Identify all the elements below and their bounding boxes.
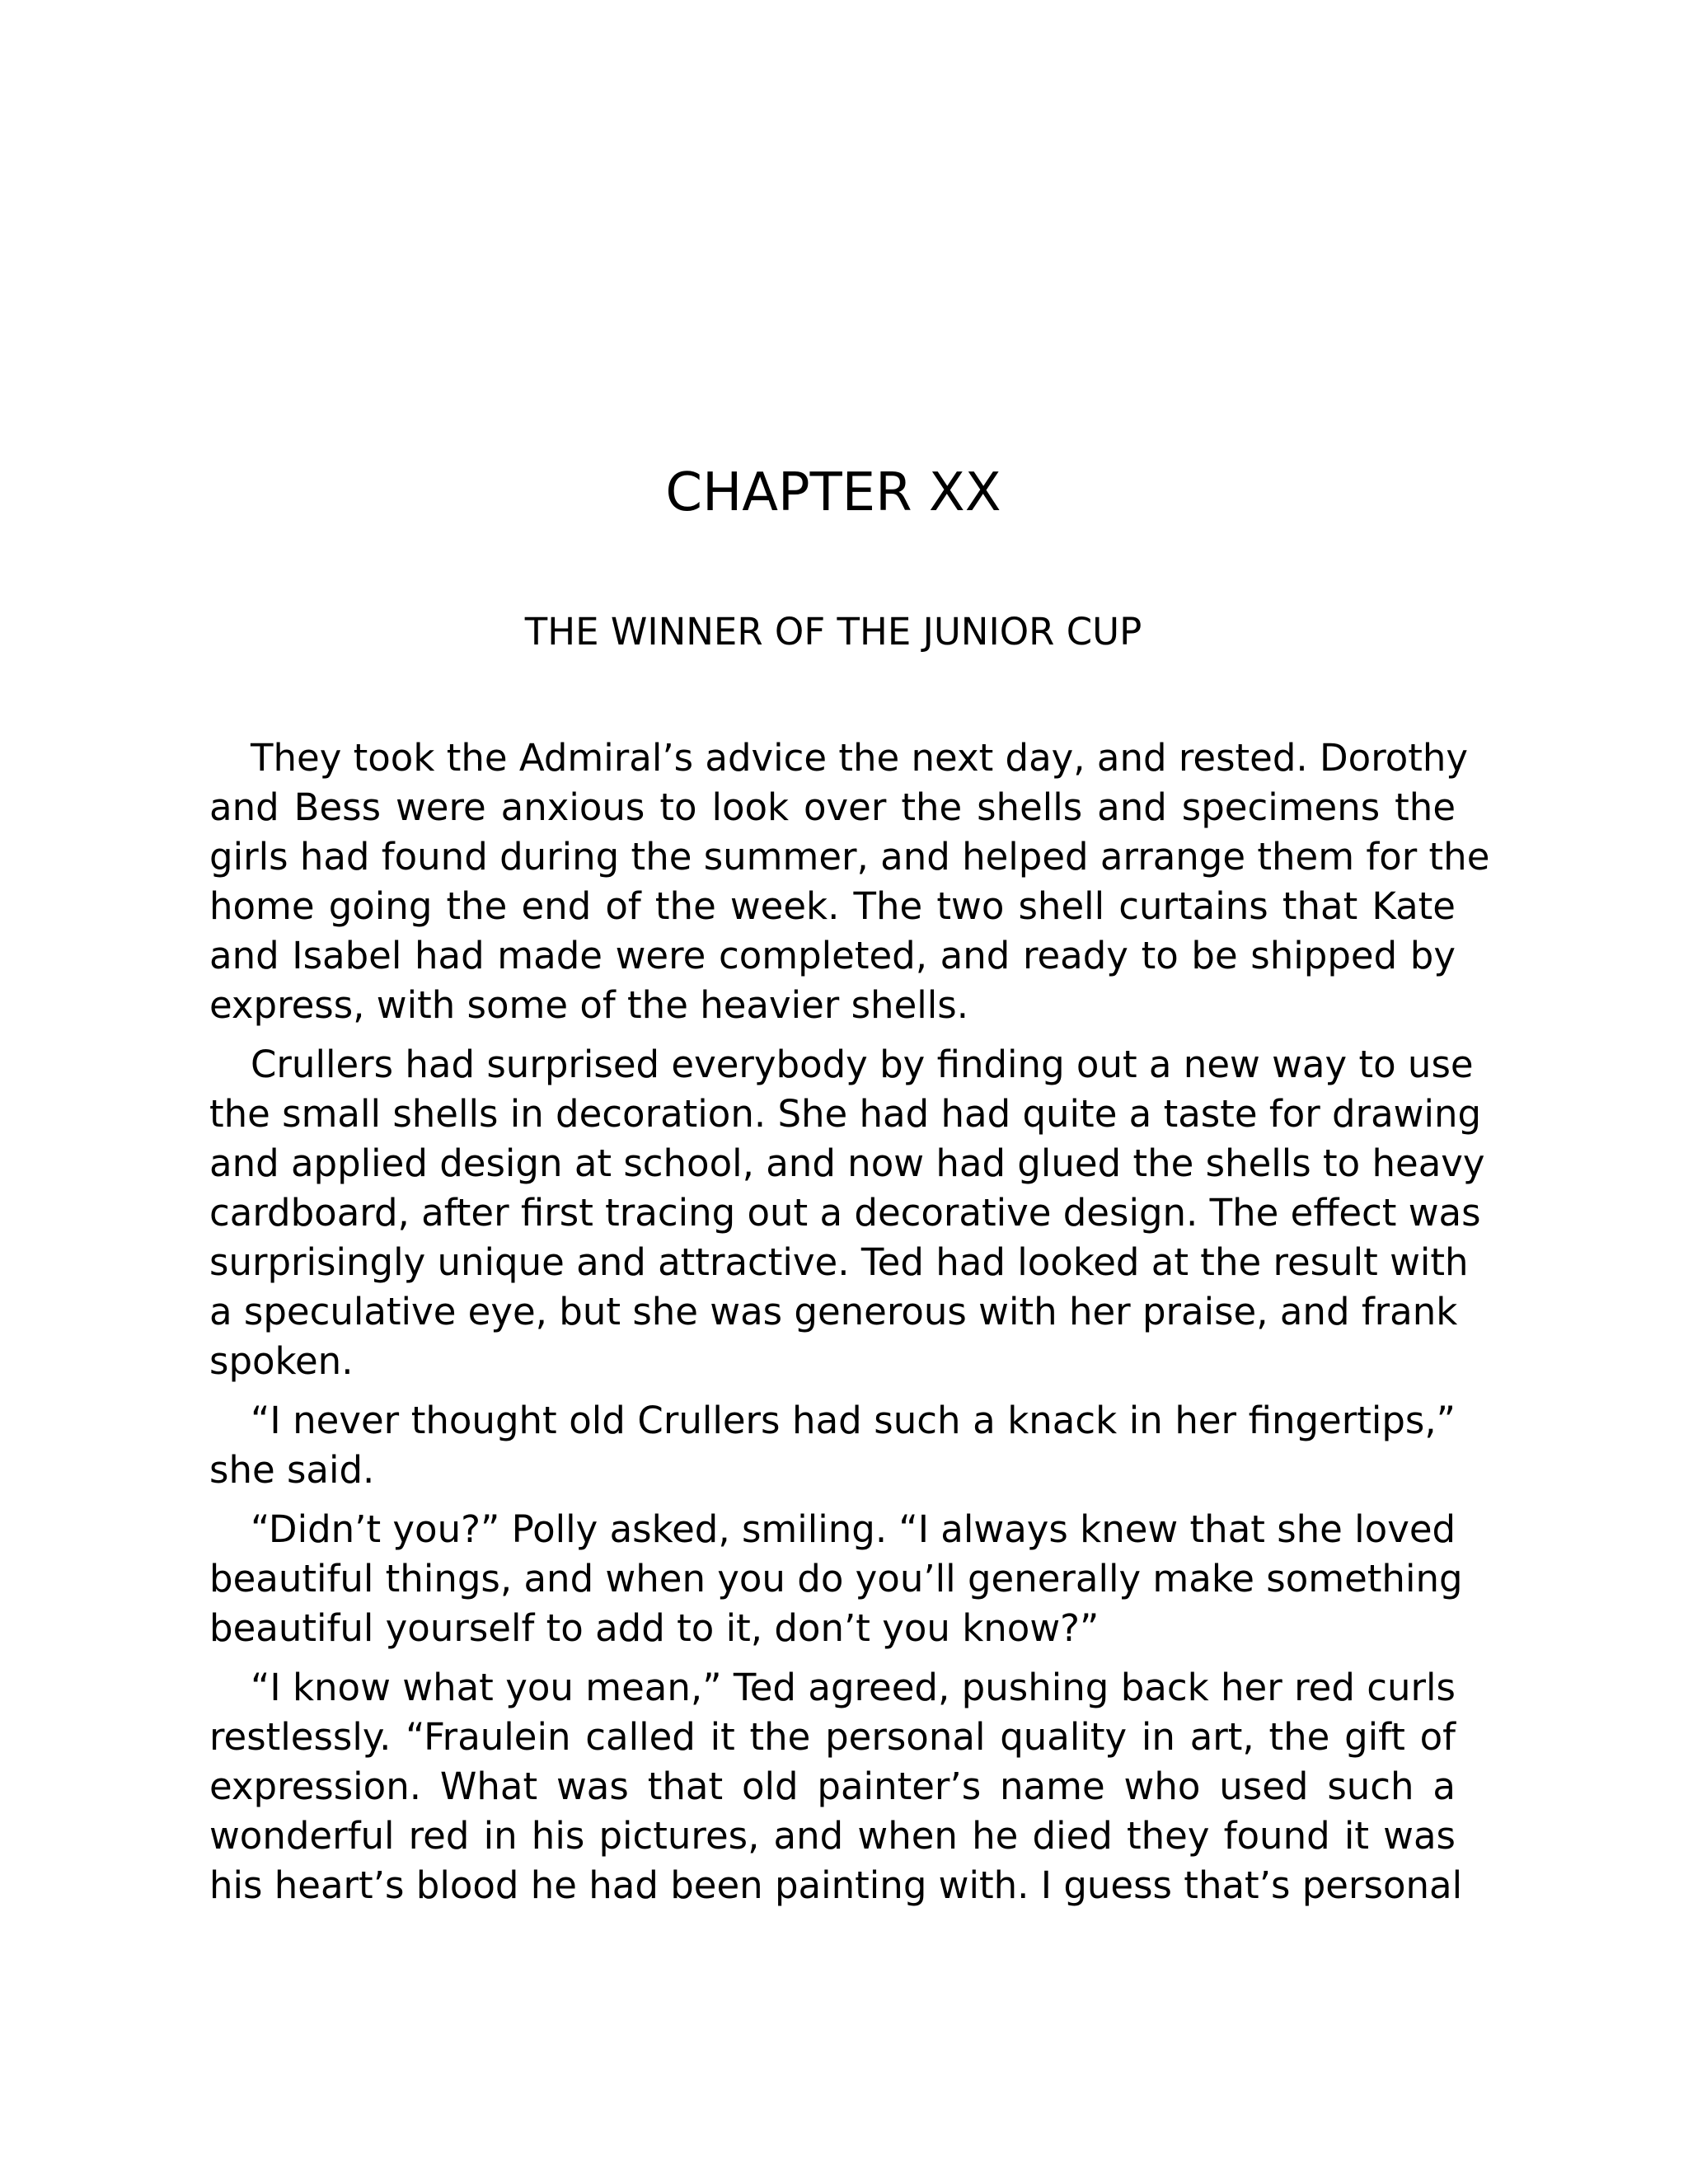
- text-line: surprisingly unique and attractive. Ted had looked at the result with: [209, 1240, 1469, 1284]
- text-line: she said.: [209, 1448, 375, 1492]
- text-line: beautiful things, and when you do you’ll generally make something: [209, 1557, 1463, 1601]
- text-line: and applied design at school, and now had glued the shells to heavy: [209, 1141, 1485, 1185]
- chapter-subtitle: THE WINNER OF THE JUNIOR CUP: [524, 610, 1142, 654]
- text-line: home going the end of the week. The two shell curtains that Kate: [209, 884, 1456, 928]
- text-line: “Didn’t you?” Polly asked, smiling. “I always knew that she loved: [251, 1507, 1456, 1551]
- text-line: and Isabel had made were completed, and ready to be shipped by: [209, 934, 1456, 977]
- paragraph: [209, 1396, 1456, 1495]
- paragraph: [209, 1505, 1463, 1653]
- text-line: cardboard, after first tracing out a decorative design. The effect was: [209, 1191, 1481, 1235]
- text-line: express, with some of the heavier shells.: [209, 983, 969, 1027]
- text-line: wonderful red in his pictures, and when he died they found it was: [209, 1814, 1456, 1858]
- text-line: a speculative eye, but she was generous with her praise, and frank: [209, 1290, 1458, 1333]
- paragraph: [209, 733, 1490, 1030]
- text-line: “I never thought old Crullers had such a knack in her fingertips,”: [251, 1399, 1456, 1442]
- paragraph: [209, 1040, 1485, 1386]
- chapter-body: [209, 733, 1490, 1920]
- paragraph: [209, 1663, 1463, 1910]
- text-line: restlessly. “Fraulein called it the personal quality in art, the gift of: [209, 1715, 1456, 1759]
- text-line: girls had found during the summer, and helped arrange them for the: [209, 835, 1490, 879]
- text-line: and Bess were anxious to look over the shells and specimens the: [209, 785, 1456, 829]
- text-line: “I know what you mean,” Ted agreed, pushing back her red curls: [251, 1666, 1456, 1709]
- text-line: They took the Admiral’s advice the next day, and rested. Dorothy: [251, 736, 1469, 780]
- chapter-title: CHAPTER XX: [665, 462, 1001, 523]
- text-line: beautiful yourself to add to it, don’t you know?”: [209, 1606, 1100, 1650]
- text-line: Crullers had surprised everybody by finding out a new way to use: [251, 1043, 1474, 1086]
- text-line: spoken.: [209, 1339, 354, 1383]
- text-line: his heart’s blood he had been painting with. I guess that’s personal: [209, 1863, 1463, 1907]
- text-line: expression. What was that old painter’s name who used such a: [209, 1765, 1456, 1808]
- text-line: the small shells in decoration. She had had quite a taste for drawing: [209, 1092, 1482, 1136]
